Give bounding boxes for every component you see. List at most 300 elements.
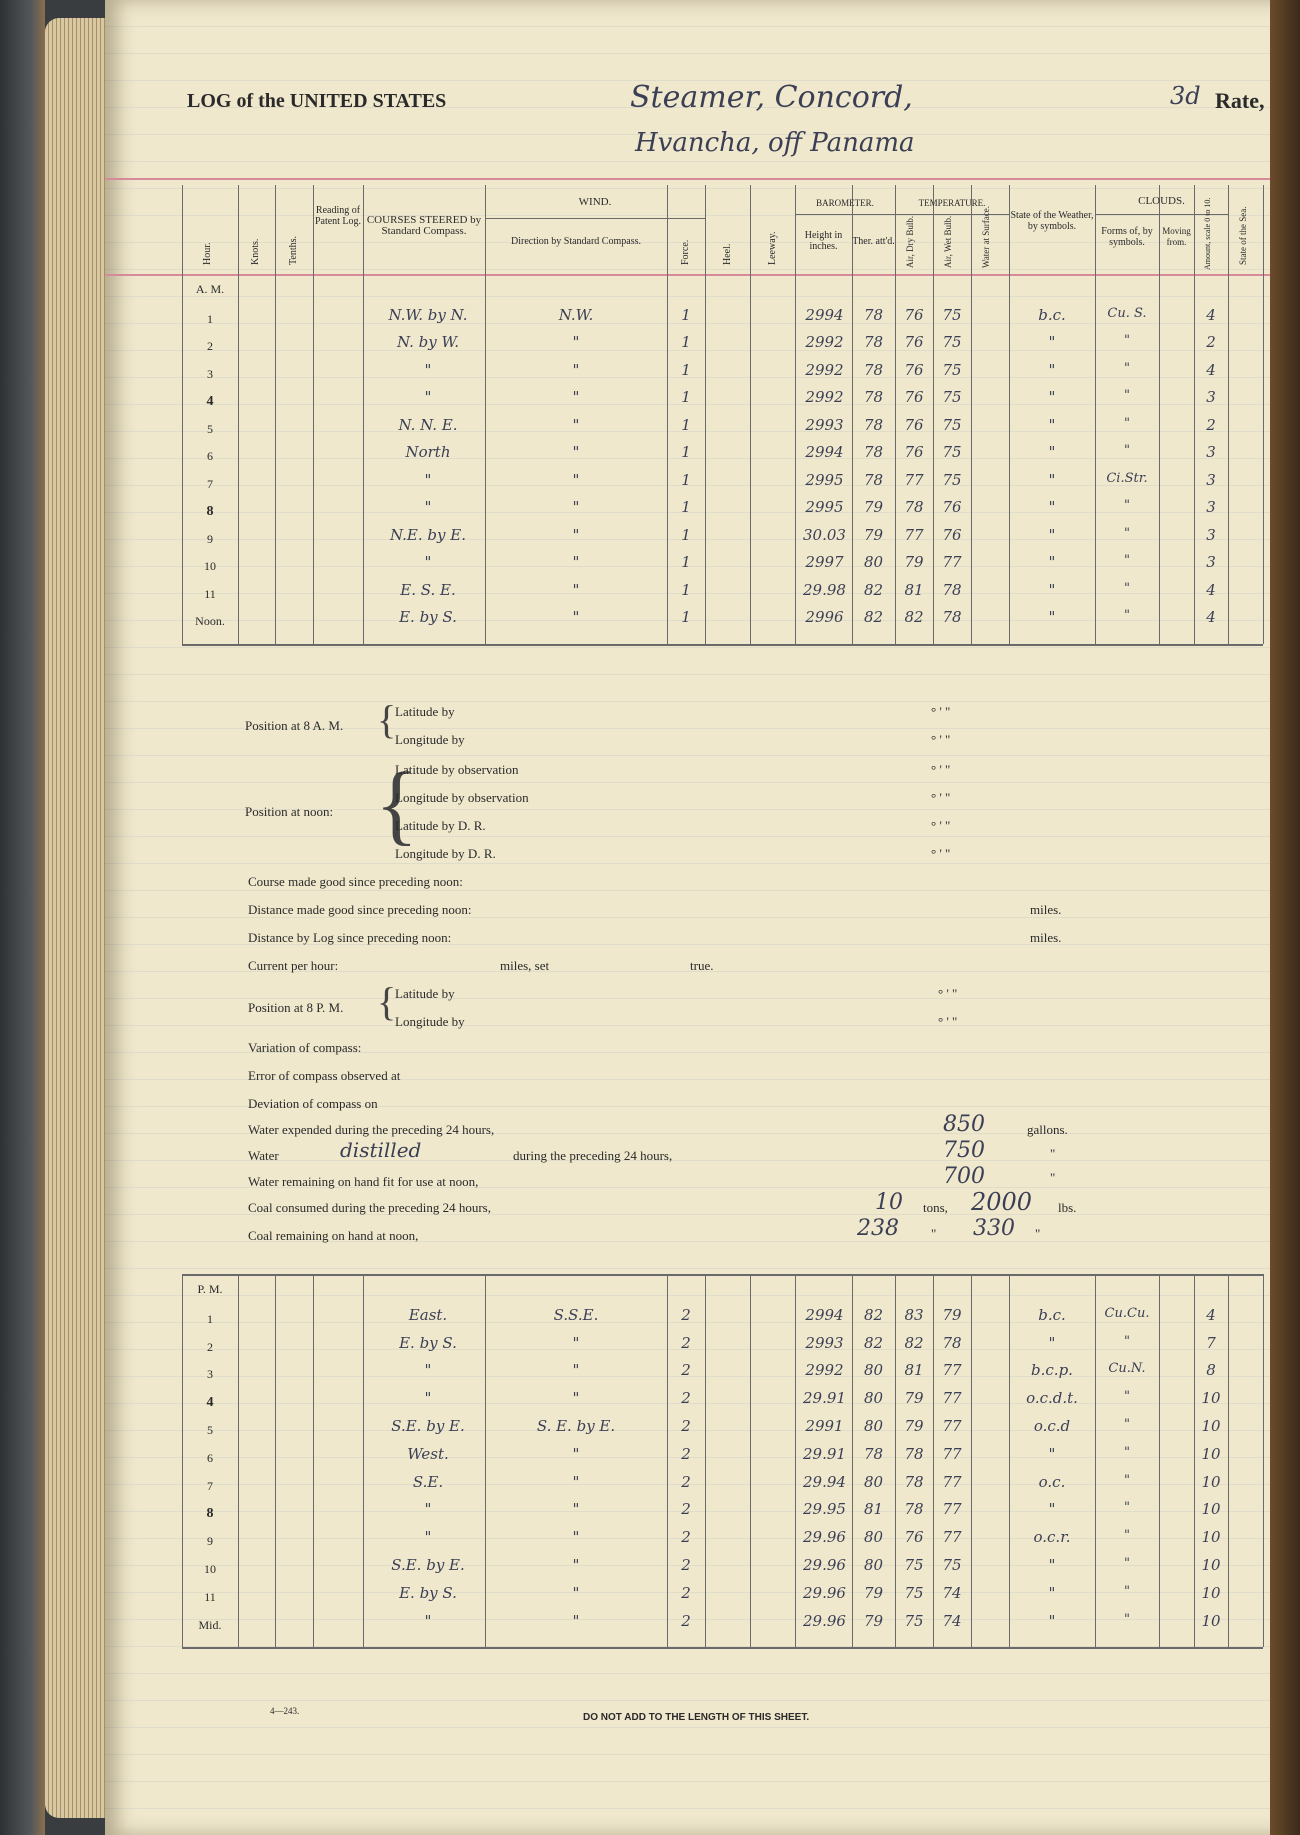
scan-background (0, 0, 45, 1835)
wind-force-cell: 1 (681, 608, 691, 626)
table-bottom-rule (182, 644, 1263, 646)
brace-8am: { (377, 697, 397, 742)
course-cell: E. S. E. (400, 580, 456, 599)
wind-direction-cell: " (572, 388, 580, 406)
wet-bulb-cell: 77 (942, 1444, 962, 1463)
wind-force-cell: 1 (681, 333, 691, 351)
coal-remaining-tons: 238 (857, 1216, 899, 1241)
wind-force-cell: 2 (681, 1556, 691, 1574)
lbs-label: lbs. (1058, 1200, 1077, 1215)
cloud-forms-cell: " (1124, 1500, 1130, 1516)
course-cell: E. by S. (399, 1583, 457, 1602)
weather-cell: " (1048, 360, 1056, 379)
hour-cell: 5 (207, 1423, 213, 1437)
deg-long-dr: ° ' " (931, 846, 951, 861)
wind-direction-cell: " (572, 608, 580, 626)
ther-cell: 82 (863, 1333, 884, 1352)
wet-bulb-cell: 77 (942, 1472, 962, 1491)
coal-consumed: Coal consumed during the preceding 24 hours, (248, 1200, 491, 1215)
wind-direction-cell: " (572, 553, 580, 571)
weather-cell: " (1048, 498, 1056, 516)
cloud-amount-cell: 4 (1206, 1305, 1216, 1324)
wind-direction-cell: " (572, 498, 580, 516)
deg-long-obs: ° ' " (931, 790, 951, 805)
footer-notice: DO NOT ADD TO THE LENGTH OF THIS SHEET. (583, 1712, 810, 1723)
hour-cell: 4 (206, 394, 214, 409)
col-air-dry: Air, Dry Bulb. (905, 215, 915, 268)
barometer-cell: 2994 (805, 443, 844, 461)
course-cell: E. by S. (399, 1333, 457, 1352)
error: Error of compass observed at (248, 1068, 401, 1083)
column-rule (750, 274, 751, 644)
cloud-forms-cell: " (1124, 498, 1130, 513)
coal-remaining-lbs: 330 (973, 1216, 1015, 1241)
cloud-amount-cell: 10 (1201, 1472, 1221, 1491)
barometer-cell: 2995 (805, 470, 844, 489)
weather-cell: " (1048, 608, 1056, 626)
cloud-forms-cell: " (1124, 1389, 1130, 1405)
barometer-cell: 2992 (805, 333, 844, 351)
hour-cell: 11 (204, 586, 216, 601)
col-knots: Knots. (250, 238, 261, 265)
hour-cell: 7 (207, 1478, 213, 1493)
col-air-wet: Air, Wet Bulb. (943, 215, 953, 268)
course-cell: N. N. E. (398, 415, 458, 434)
col-weather: State of the Weather, by symbols. (1010, 210, 1094, 232)
weather-cell: " (1048, 1444, 1056, 1463)
wet-bulb-cell: 75 (942, 443, 962, 461)
column-rule (971, 274, 972, 644)
col-baro-height: Height in inches. (804, 230, 843, 252)
ther-cell: 78 (863, 360, 884, 379)
hour-cell: 9 (207, 531, 213, 546)
coal-remaining: Coal remaining on hand at noon, (248, 1228, 419, 1243)
long-obs: Longitude by observation (395, 790, 529, 805)
cloud-amount-cell: 4 (1206, 580, 1216, 599)
wind-direction-cell: " (572, 1472, 580, 1491)
long-by-8pm: Longitude by (395, 1014, 465, 1029)
deg-lat-obs: ° ' " (931, 762, 951, 777)
wind-force-cell: 1 (681, 470, 691, 489)
brace-8pm: { (377, 979, 397, 1024)
weather-cell: b.c. (1038, 1305, 1066, 1324)
ditto-1: " (1050, 1146, 1056, 1161)
cloud-amount-cell: 4 (1206, 305, 1216, 324)
course-cell: " (424, 360, 432, 379)
wet-bulb-cell: 75 (942, 305, 962, 324)
col-water-surface: Water at Surface. (981, 206, 991, 268)
deviation: Deviation of compass on (248, 1096, 378, 1111)
course-cell: " (424, 498, 432, 516)
ther-cell: 79 (863, 1583, 884, 1602)
wet-bulb-cell: 75 (942, 388, 962, 406)
weather-cell: " (1048, 1583, 1056, 1602)
barometer-cell: 2992 (805, 388, 844, 406)
pos8am-label: Position at 8 A. M. (245, 718, 344, 733)
column-rule (1263, 1274, 1264, 1647)
col-heel: Heel. (722, 243, 733, 265)
barometer-cell: 2992 (805, 360, 844, 379)
ther-cell: 78 (863, 388, 884, 406)
col-wind: WIND. (578, 196, 612, 208)
cloud-amount-cell: 3 (1206, 470, 1216, 489)
wet-bulb-cell: 77 (942, 553, 962, 571)
cloud-forms-cell: " (1124, 1333, 1130, 1349)
column-rule (1159, 274, 1160, 644)
barometer-cell: 2996 (805, 608, 844, 626)
cloud-forms-cell: " (1124, 580, 1130, 596)
barometer-cell: 29.96 (803, 1583, 846, 1602)
dry-bulb-cell: 76 (904, 305, 924, 324)
column-rule (1228, 274, 1229, 644)
coal-consumed-tons: 10 (875, 1190, 903, 1215)
course-cell: N.W. by N. (388, 305, 468, 324)
cloud-amount-cell: 4 (1206, 360, 1216, 379)
cloud-amount-cell: 10 (1201, 1500, 1221, 1519)
cloud-forms-cell: Ci.Str. (1106, 470, 1148, 486)
rate-label: Rate, (1215, 88, 1265, 113)
course-cell: " (424, 1500, 432, 1519)
ther-cell: 78 (863, 443, 884, 461)
true-label: true. (690, 958, 714, 973)
weather-cell: " (1048, 415, 1056, 434)
deg-8pm-long: ° ' " (938, 1014, 958, 1029)
log-title: LOG of the UNITED STATES (187, 90, 447, 112)
wind-direction-cell: " (572, 580, 580, 599)
ther-cell: 82 (863, 608, 884, 626)
hour-cell: Noon. (195, 614, 225, 628)
ther-cell: 78 (863, 470, 884, 489)
wind-force-cell: 1 (681, 443, 691, 461)
wind-force-cell: 1 (681, 388, 691, 406)
barometer-cell: 2997 (805, 553, 844, 571)
dry-bulb-cell: 82 (904, 608, 924, 626)
water-expended: Water expended during the preceding 24 hours, (248, 1122, 495, 1137)
col-cloud-moving: Moving from. (1162, 226, 1191, 247)
weather-cell: " (1048, 443, 1056, 461)
wet-bulb-cell: 79 (942, 1305, 962, 1324)
dry-bulb-cell: 75 (904, 1611, 924, 1630)
hour-cell: 8 (206, 1506, 214, 1522)
dry-bulb-cell: 83 (904, 1305, 924, 1324)
column-rule (313, 185, 314, 274)
log-sheet (105, 0, 1300, 1835)
hour-cell: 10 (204, 1562, 216, 1576)
cloud-forms-cell: " (1124, 1556, 1130, 1571)
dry-bulb-cell: 82 (904, 1333, 924, 1352)
miles-good: miles. (1030, 902, 1062, 917)
dry-bulb-cell: 79 (904, 1389, 924, 1408)
wet-bulb-cell: 77 (942, 1500, 962, 1519)
wind-force-cell: 2 (681, 1305, 691, 1324)
wet-bulb-cell: 75 (942, 360, 962, 379)
barometer-cell: 2993 (805, 1333, 844, 1352)
weather-cell: o.c.d.t. (1026, 1389, 1078, 1408)
ther-cell: 79 (863, 498, 884, 516)
column-rule (1263, 274, 1264, 644)
weather-cell: o.c.d (1033, 1417, 1071, 1435)
col-temperature: TEMPERATURE. (918, 198, 986, 208)
barometer-cell: 29.98 (803, 580, 846, 599)
ther-cell: 80 (863, 1528, 884, 1547)
cloud-amount-cell: 2 (1206, 415, 1216, 434)
wind-direction-cell: " (572, 1556, 580, 1574)
cloud-forms-cell: " (1124, 1417, 1130, 1432)
ther-cell: 80 (863, 553, 884, 571)
course-cell: S.E. (412, 1472, 444, 1491)
cloud-forms-cell: " (1124, 525, 1130, 541)
dry-bulb-cell: 81 (904, 1361, 924, 1380)
deg-lat-dr: ° ' " (931, 818, 951, 833)
cloud-amount-cell: 3 (1206, 443, 1216, 461)
wet-bulb-cell: 74 (942, 1611, 962, 1630)
weather-cell: " (1048, 1333, 1056, 1352)
form-number: 4—243. (270, 1706, 300, 1716)
deg-8am-long: ° ' " (931, 732, 951, 747)
cloud-amount-cell: 3 (1206, 525, 1216, 544)
column-rule (363, 274, 364, 644)
dry-bulb-cell: 81 (904, 580, 924, 599)
weather-cell: o.c. (1038, 1472, 1066, 1491)
baro-temp-rule (795, 214, 1009, 215)
barometer-cell: 29.91 (803, 1444, 846, 1463)
wet-bulb-cell: 75 (942, 415, 962, 434)
weather-cell: " (1048, 553, 1056, 571)
brace-noon: { (375, 755, 419, 854)
col-cloud-forms: Forms of, by symbols. (1101, 226, 1153, 248)
hour-cell: 7 (207, 476, 213, 491)
wet-bulb-cell: 76 (942, 525, 962, 544)
dry-bulb-cell: 76 (904, 360, 924, 379)
cloud-forms-cell: " (1124, 1583, 1130, 1599)
hour-cell: 8 (206, 504, 214, 519)
cloud-forms-cell: " (1124, 443, 1130, 458)
weather-cell: " (1048, 1500, 1056, 1519)
posnoon-label: Position at noon: (245, 804, 334, 819)
column-rule (1263, 185, 1264, 274)
column-rule (275, 274, 276, 644)
ther-cell: 80 (863, 1361, 884, 1380)
course-cell: N. by W. (396, 333, 460, 351)
cloud-forms-cell: " (1124, 608, 1130, 623)
col-cloud-amount: Amount, scale 0 to 10. (1203, 197, 1212, 270)
hour-cell: 3 (207, 1367, 213, 1382)
barometer-cell: 29.96 (803, 1528, 846, 1547)
wind-force-cell: 2 (681, 1472, 691, 1491)
wind-rule (485, 218, 705, 219)
wet-bulb-cell: 75 (942, 470, 962, 489)
water-during: during the preceding 24 hours, (513, 1148, 673, 1163)
dry-bulb-cell: 76 (904, 443, 924, 461)
cloud-forms-cell: " (1124, 1472, 1130, 1488)
weather-cell: " (1048, 525, 1056, 544)
barometer-cell: 29.91 (803, 1389, 846, 1408)
dry-bulb-cell: 77 (904, 525, 924, 544)
wind-force-cell: 2 (681, 1389, 691, 1408)
hour-cell: 6 (207, 1450, 213, 1465)
cloud-amount-cell: 10 (1201, 1611, 1221, 1630)
ther-cell: 82 (863, 1305, 884, 1324)
barometer-cell: 2995 (805, 498, 844, 516)
water-remaining: Water remaining on hand fit for use at noon, (248, 1174, 479, 1189)
wind-direction-cell: " (572, 1389, 580, 1408)
cloud-forms-cell: " (1124, 553, 1130, 568)
hour-cell: Mid. (198, 1617, 222, 1632)
cloud-forms-cell: Cu.N. (1108, 1361, 1146, 1377)
barometer-cell: 2994 (805, 305, 844, 324)
wet-bulb-cell: 78 (942, 608, 962, 626)
column-rule (1228, 185, 1229, 274)
wind-direction-cell: " (572, 470, 580, 489)
wet-bulb-cell: 77 (942, 1389, 962, 1408)
long-by-8am: Longitude by (395, 732, 465, 747)
dry-bulb-cell: 78 (904, 1444, 924, 1463)
column-rule (705, 185, 706, 274)
wind-force-cell: 2 (681, 1361, 691, 1380)
wind-direction-cell: " (572, 443, 580, 461)
hour-cell: 10 (204, 559, 216, 573)
column-rule (1159, 1274, 1160, 1647)
dist-log: Distance by Log since preceding noon: (248, 930, 452, 945)
col-sea: State of the Sea. (1238, 206, 1248, 265)
column-rule (795, 1274, 796, 1647)
wind-force-cell: 1 (681, 360, 691, 379)
dry-bulb-cell: 78 (904, 1472, 924, 1491)
wind-force-cell: 2 (681, 1583, 691, 1602)
lat-by-8am: Latitude by (395, 704, 455, 719)
course-cell: East. (408, 1305, 448, 1324)
ther-cell: 79 (863, 1611, 884, 1630)
weather-cell: " (1048, 470, 1056, 489)
column-rule (275, 1274, 276, 1647)
ditto-3: " (931, 1226, 937, 1241)
wind-force-cell: 2 (681, 1417, 691, 1435)
barometer-cell: 29.94 (803, 1472, 846, 1491)
cloud-amount-cell: 10 (1201, 1556, 1221, 1574)
dry-bulb-cell: 75 (904, 1583, 924, 1602)
course-cell: " (424, 1389, 432, 1408)
wind-direction-cell: " (572, 360, 580, 379)
barometer-cell: 2991 (805, 1417, 844, 1435)
wet-bulb-cell: 75 (942, 1556, 962, 1574)
course-good: Course made good since preceding noon: (248, 874, 463, 889)
ther-cell: 78 (863, 1444, 884, 1463)
water-distilled-value: 750 (943, 1138, 985, 1163)
cloud-forms-cell: " (1124, 415, 1130, 431)
cloud-amount-cell: 10 (1201, 1389, 1221, 1408)
hour-cell: 9 (207, 1534, 213, 1549)
course-cell: " (424, 470, 432, 489)
dry-bulb-cell: 79 (904, 1417, 924, 1435)
cloud-amount-cell: 3 (1206, 553, 1216, 571)
ther-cell: 78 (863, 305, 884, 324)
weather-cell: " (1048, 1556, 1056, 1574)
wind-direction-cell: S.S.E. (553, 1305, 599, 1324)
cloud-amount-cell: 10 (1201, 1444, 1221, 1463)
column-rule (238, 1274, 239, 1647)
wind-direction-cell: " (572, 1528, 580, 1547)
cloud-amount-cell: 10 (1201, 1528, 1221, 1547)
hour-cell: 1 (207, 311, 213, 326)
wind-force-cell: 1 (681, 525, 691, 544)
course-cell: S.E. by E. (391, 1417, 465, 1435)
ther-cell: 81 (863, 1500, 884, 1519)
course-cell: " (424, 388, 432, 406)
col-barometer: BAROMETER. (816, 198, 874, 208)
wind-force-cell: 2 (681, 1528, 691, 1547)
dry-bulb-cell: 76 (904, 415, 924, 434)
wind-direction-cell: " (572, 1444, 580, 1463)
wet-bulb-cell: 74 (942, 1583, 962, 1602)
ditto-2: " (1050, 1170, 1056, 1185)
col-patent-log: Reading of Patent Log. (314, 205, 362, 227)
cloud-forms-cell: " (1124, 1444, 1130, 1460)
cloud-forms-cell: Cu. S. (1107, 305, 1147, 321)
lat-dr: Latitude by D. R. (395, 818, 486, 833)
wind-force-cell: 1 (681, 305, 691, 324)
variation: Variation of compass: (248, 1040, 362, 1055)
miles-set: miles, set (500, 958, 550, 973)
col-courses: COURSES STEERED by Standard Compass. (366, 214, 482, 237)
wet-bulb-cell: 76 (942, 498, 962, 516)
cloud-forms-cell: " (1124, 1611, 1130, 1627)
column-rule (971, 1274, 972, 1647)
col-baro-ther: Ther. att'd. (852, 236, 895, 247)
hour-cell: 11 (204, 1589, 216, 1604)
lat-obs: Latitude by observation (395, 762, 519, 777)
hour-cell: 3 (207, 366, 213, 381)
wind-direction-cell: " (572, 1611, 580, 1630)
cloud-amount-cell: 3 (1206, 388, 1216, 406)
water-label: Water (248, 1148, 279, 1163)
cloud-forms-cell: " (1124, 388, 1130, 403)
deg-8pm-lat: ° ' " (938, 986, 958, 1001)
wind-direction-cell: " (572, 1361, 580, 1380)
deg-8am-lat: ° ' " (931, 704, 951, 719)
wet-bulb-cell: 78 (942, 1333, 962, 1352)
col-clouds: CLOUDS. (1138, 195, 1185, 207)
ther-cell: 80 (863, 1389, 884, 1408)
binding-edge (1270, 0, 1300, 1835)
barometer-cell: 2994 (805, 1305, 844, 1324)
vessel-location: Hvancha, off Panama (635, 128, 915, 158)
dry-bulb-cell: 78 (904, 498, 924, 516)
column-rule (313, 274, 314, 644)
column-rule (238, 274, 239, 644)
col-leeway: Leeway. (767, 231, 778, 265)
cloud-amount-cell: 2 (1206, 333, 1216, 351)
vessel-name: Steamer, Concord, (630, 80, 913, 115)
ditto-4: " (1035, 1226, 1041, 1241)
wind-force-cell: 2 (681, 1444, 691, 1463)
dry-bulb-cell: 79 (904, 553, 924, 571)
hour-cell: 2 (207, 1339, 213, 1354)
rate-number: 3d (1170, 82, 1201, 110)
pm-table-top-rule (182, 1274, 1263, 1276)
cloud-amount-cell: 10 (1201, 1417, 1221, 1435)
dry-bulb-cell: 76 (904, 388, 924, 406)
barometer-cell: 2993 (805, 415, 844, 434)
cloud-forms-cell: " (1124, 333, 1130, 348)
barometer-cell: 29.96 (803, 1611, 846, 1630)
weather-cell: o.c.r. (1033, 1528, 1071, 1547)
column-rule (795, 274, 796, 644)
lat-by-8pm: Latitude by (395, 986, 455, 1001)
ther-cell: 78 (863, 415, 884, 434)
col-hour: Hour. (202, 242, 213, 265)
water-distilled: distilled (340, 1138, 422, 1162)
current: Current per hour: (248, 958, 339, 973)
